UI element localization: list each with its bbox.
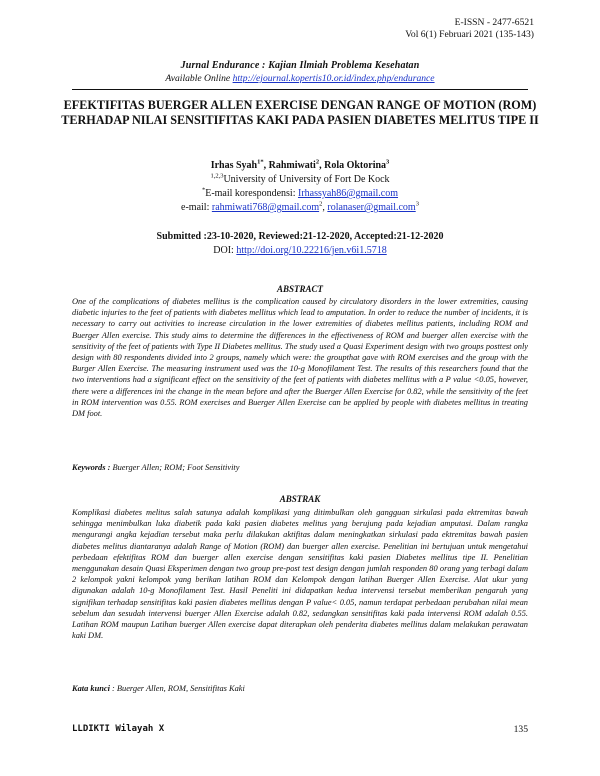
correspondence-label: E-mail korespondensi: (205, 188, 298, 199)
email-3-link[interactable]: rolanaser@gmail.com (327, 202, 416, 213)
submission-dates: Submitted :23-10-2020, Reviewed:21-12-2020, Accepted:21-12-2020 (156, 231, 444, 242)
author-list: Irhas Syah$^{1*}$, Rahmiwati$^2$, Rola Oktorina$^3$ (210, 158, 390, 171)
journal-url-link[interactable]: http://ejournal.kopertis10.or.id/index.php/endurance (232, 73, 435, 84)
page-number: 135 (513, 724, 528, 735)
abstract-body: One of the complications of diabetes mellitus is the complication caused by circulatory disorders in the lower extremities, causing diabetic injuries to the feet of patients with diabetes mellitus which lead to amputation. In order to reduce the number of incidents, it is necessary to carry out activities to increase circulation in the lower extremities of diabetes mellitus patients, including ROM and Buerger Allen exercise. This study aims to determine the differences in the effectiveness of ROM and buerger allen exercise with the sensitivity of the feet of patients with Type II Diabetes mellitus. The study used a Quasi Experiment design with two groups posttest only design with 80 respondents divided into 2 groups, namely which were: the groupthat gave with ROM exercises and the group with the Burger Allen Exercise. The measuring instrument used was the 10-g Monofilament Test. The results of this researchers found that the two interventions had a significant effect on the sensitivity of the feet of patients with diabetes mellitus with a P value <0.05, however, there were a differences ini the change in the mean before and after the Buerger Allen Exercise for 0.82, while the sensitivity of the feet in ROM intervention was 0.55. ROM exercises and Buerger Allen Exercise can be applied by people with diabetes mellitus in treating DM foot. (72, 297, 528, 419)
abstract-heading: ABSTRACT (276, 284, 323, 294)
email-2-sup: 2 (319, 200, 323, 208)
emails-label: e-mail: (181, 202, 212, 213)
keywords (72, 463, 528, 472)
kata-kunci-text: : Buerger Allen, ROM, Sensitifitas Kaki (109, 684, 245, 693)
doi-line (0, 245, 600, 256)
author-3: Rola Oktorina (324, 160, 387, 171)
correspondence-email-link[interactable]: Irhassyah86@gmail.com (297, 188, 399, 199)
author-2-sup: 2 (315, 158, 320, 166)
affiliation-sup: 1,2,3 (210, 172, 224, 180)
affiliation (0, 174, 600, 185)
author-2: Rahmiwati (268, 160, 316, 171)
author-emails: e-mail: rahmiwati768@gmail.com$^2$, rolanaser@gmail.com$^3$ (181, 200, 419, 213)
correspondence-sup: * (201, 186, 206, 194)
email-3-sup: 3 (415, 200, 419, 208)
header-divider (72, 89, 528, 90)
paper-title: EFEKTIFITAS BUERGER ALLEN EXERCISE DENGAN RANGE OF MOTION (ROM) TERHADAP NILAI SENSITIFITAS KAKI PADA PASIEN DIABETES MELITUS TIPE II (61, 98, 539, 127)
abstrak-heading: ABSTRAK (279, 494, 321, 504)
issn-number: E-ISSN - 2477-6521 (454, 17, 534, 28)
doi-link[interactable]: http://doi.org/10.22216/jen.v6i1.5718 (236, 245, 387, 256)
author-1: Irhas Syah (210, 160, 258, 171)
correspondence-email (0, 188, 600, 199)
affiliation-text: University of University of Fort De Kock (223, 174, 390, 185)
available-online (0, 73, 600, 84)
available-label: Available Online (165, 73, 233, 84)
journal-name: Jurnal Endurance : Kajian Ilmiah Problema Kesehatan (180, 60, 420, 71)
doi-label: DOI: (213, 245, 237, 256)
email-2-link[interactable]: rahmiwati768@gmail.com (211, 202, 320, 213)
kata-kunci-label: Kata kunci (72, 684, 110, 693)
author-1-sup: 1* (257, 158, 264, 166)
footer-publisher: LLDIKTI Wilayah X (72, 724, 165, 734)
keywords-text: Buerger Allen; ROM; Foot Sensitivity (110, 463, 240, 472)
issn-block (405, 17, 534, 41)
kata-kunci (72, 684, 528, 693)
abstrak-body: Komplikasi diabetes melitus salah satunya adalah komplikasi yang ditimbulkan oleh gangguan sirkulasi pada ektremitas bawah sehingga menimbulkan luka diabetik pada kaki pasien diabetes melitus yang berujung pada kejadian amputasi. Dalam rangka mengurangi angka kejadian tersebut maka perlu dilakukan aktifitas dalam meningkatkan sirkulasi pada ektremitas bawah pasien diabetes melitus diantaranya adalah Range of Motion (ROM) dan buerger allen exercise. Penelitian ini bertujuan untuk mengetahui perbedaan efektifitas ROM dan buerger allen exercise dengan sensitifitas kaki pasien Diabetes mellitus tipe II. Penelitian menggunakan desain Quasi Eksperimen dengan two group pre-post test design dengan jumlah responden 80 orang yang terbagi dalam 2 kelompok yakni kelompok yang berikan latihan ROM dan Kelompok dengan latihan Buerger Allen Exercise. Alat ukur yang digunakan adalah 10-g Monofilament Test. Hasil Peneliti ini didapatkan kedua intervensi tersebut memberikan pengaruh yang signifikan terhadap sensitifitas kaki pasien diabetes mellitus dengan P value< 0.05, namun terdapat perbedaan perubahan nilai mean sebelum dan sesudah intervensi buerger Allen Exercise adalah 0.82, sedangkan sensitifitas kaki pada intervensi ROM adalah 0.55. Latihan ROM maupun Latihan buerger Allen exercise dapat diterapkan oleh penderita diabetes mellitus dalam melakukan perawatan kaki DM. (72, 508, 528, 641)
volume-info: Vol 6(1) Februari 2021 (135-143) (405, 29, 534, 40)
keywords-label: Keywords : (72, 463, 111, 472)
author-3-sup: 3 (386, 158, 390, 166)
